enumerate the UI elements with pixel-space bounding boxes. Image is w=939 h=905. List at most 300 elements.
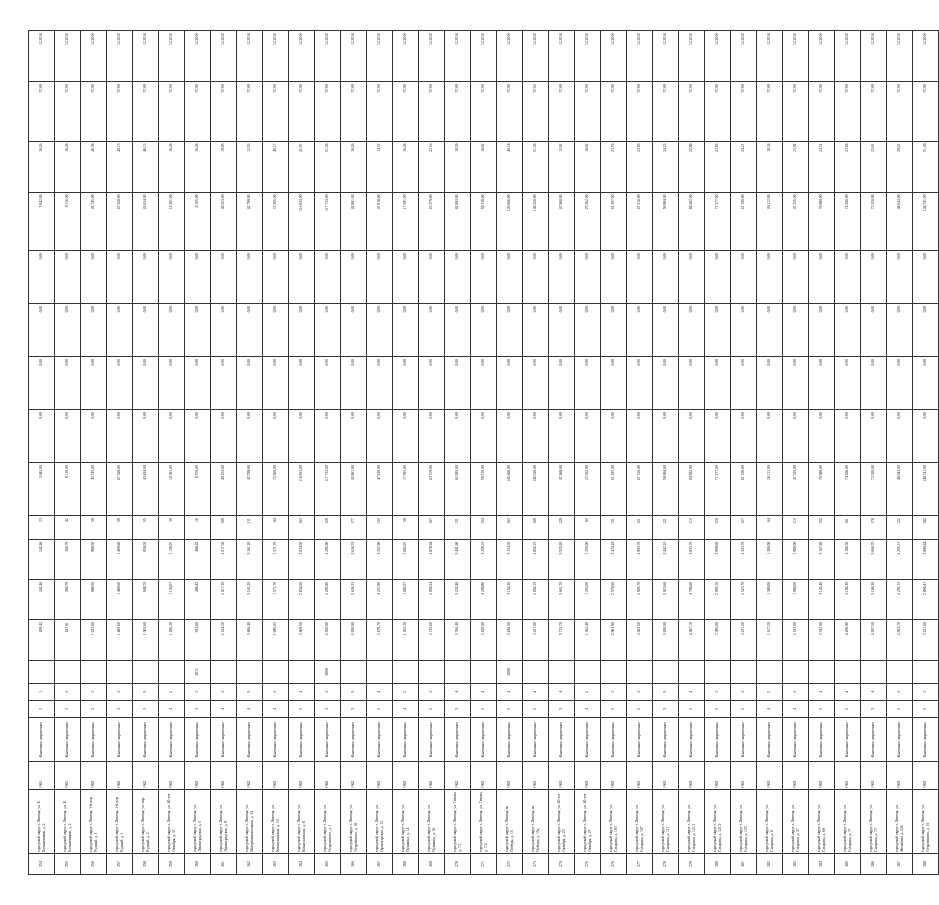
entrances-cell: 3 xyxy=(315,683,341,700)
floors-cell: 4 xyxy=(575,700,601,717)
wall-material-cell: Каменные, кирпичные xyxy=(393,717,419,762)
regional-funds-cell: 0,00 xyxy=(81,357,107,410)
planned-date-cell: 12.2016 xyxy=(575,31,601,82)
total-cost-cell: 59 994,00 xyxy=(653,463,679,516)
residents-count-cell: 182 xyxy=(913,516,939,539)
table-row xyxy=(289,31,315,875)
apartments-area-cell: 2 903,70 xyxy=(627,579,653,619)
unit-cost-cell: 22,88 xyxy=(679,141,705,192)
floors-cell: 5 xyxy=(419,700,445,717)
address-cell: городской округ г. Липецк, 1-й пер. Рудный, д. 1 xyxy=(81,790,107,854)
regional-funds-cell: 0,00 xyxy=(289,357,315,410)
build-year-cell: 1963 xyxy=(497,762,523,790)
municipal-funds-cell: 0,00 xyxy=(419,303,445,356)
regional-funds-cell: 0,00 xyxy=(679,357,705,410)
floors-cell: 4 xyxy=(159,700,185,717)
regional-funds-cell: 0,00 xyxy=(133,357,159,410)
federal-funds-cell: 0,00 xyxy=(575,410,601,463)
residential-area-cell: 2 255,13 xyxy=(887,539,913,579)
regional-funds-cell: 0,00 xyxy=(497,357,523,410)
unit-cost-cell: 12,92 xyxy=(549,141,575,192)
table-row xyxy=(835,31,861,875)
residential-area-cell: 1 571,70 xyxy=(263,539,289,579)
wall-material-cell: Каменные, кирпичные xyxy=(731,717,757,762)
build-year-cell: 1962 xyxy=(81,762,107,790)
address-cell: городской округ г. Липецк, ул. Гагарина, д. 107 xyxy=(627,790,653,854)
residents-count-cell: 115 xyxy=(783,516,809,539)
residents-count-cell: 169 xyxy=(523,516,549,539)
entrances-cell: 3 xyxy=(783,683,809,700)
max-unit-cost-cell: 57,00 xyxy=(653,82,679,141)
planned-date-cell: 12.2016 xyxy=(315,31,341,82)
planned-date-cell: 12.2016 xyxy=(809,31,835,82)
build-year-cell: 1963 xyxy=(809,762,835,790)
entrances-cell: 4 xyxy=(861,683,887,700)
regional-funds-cell: 0,00 xyxy=(341,357,367,410)
row-number-cell: 274 xyxy=(549,853,575,874)
unit-cost-cell: 16,26 xyxy=(29,141,55,192)
max-unit-cost-cell: 57,00 xyxy=(445,82,471,141)
regional-funds-cell: 0,00 xyxy=(887,357,913,410)
regional-funds-cell: 0,00 xyxy=(913,357,939,410)
last-repair-year-cell xyxy=(55,660,81,683)
build-year-cell: 1963 xyxy=(679,762,705,790)
row-number-cell: 282 xyxy=(757,853,783,874)
unit-cost-cell: 18,62 xyxy=(575,141,601,192)
max-unit-cost-cell: 57,00 xyxy=(393,82,419,141)
total-area-cell: 3 385,00 xyxy=(705,620,731,660)
apartments-area-cell: 3 209,80 xyxy=(471,579,497,619)
row-number-cell: 279 xyxy=(679,853,705,874)
unit-cost-cell: 14,37 xyxy=(367,141,393,192)
unit-cost-cell: 46,13 xyxy=(107,141,133,192)
total-cost-cell: 3 942,00 xyxy=(29,463,55,516)
municipal-funds-cell: 0,00 xyxy=(575,303,601,356)
federal-funds-cell: 0,00 xyxy=(679,410,705,463)
floors-cell: 5 xyxy=(341,700,367,717)
planned-date-cell: 12.2016 xyxy=(913,31,939,82)
wall-material-cell: Каменные, кирпичные xyxy=(81,717,107,762)
residents-count-cell: 152 xyxy=(809,516,835,539)
municipal-funds-cell: 0,00 xyxy=(289,303,315,356)
federal-funds-cell: 0,00 xyxy=(393,410,419,463)
residential-area-cell: 2 999,60 xyxy=(705,539,731,579)
regional-funds-cell: 0,00 xyxy=(653,357,679,410)
total-cost-cell: 74 266,00 xyxy=(835,463,861,516)
last-repair-year-cell xyxy=(627,660,653,683)
table-row xyxy=(887,31,913,875)
floors-cell: 5 xyxy=(627,700,653,717)
last-repair-year-cell xyxy=(809,660,835,683)
address-cell: городской округ г. Липецк, ул. 40 лет Октября, д. 37 xyxy=(159,790,185,854)
other-funds-cell: 0,00 xyxy=(159,250,185,303)
total-cost-cell: 42 861,00 xyxy=(341,463,367,516)
floors-cell: 2 xyxy=(81,700,107,717)
wall-material-cell: Каменные, кирпичные xyxy=(237,717,263,762)
last-repair-year-cell xyxy=(81,660,107,683)
unit-cost-cell: 51,30 xyxy=(523,141,549,192)
wall-material-cell: Каменные, кирпичные xyxy=(419,717,445,762)
regional-funds-cell: 0,00 xyxy=(861,357,887,410)
federal-funds-cell: 0,00 xyxy=(601,410,627,463)
total-cost-cell: 26 112,00 xyxy=(757,463,783,516)
other-funds-cell: 0,00 xyxy=(133,250,159,303)
row-number-cell: 273 xyxy=(523,853,549,874)
wall-material-cell: Каменные, кирпичные xyxy=(523,717,549,762)
residents-count-cell: 129 xyxy=(549,516,575,539)
entrances-cell: 4 xyxy=(497,683,523,700)
other-funds-cell: 0,00 xyxy=(289,250,315,303)
residents-count-cell: 154 xyxy=(471,516,497,539)
owners-funds-cell: 9 116,00 xyxy=(55,192,81,250)
apartments-area-cell: 988,50 xyxy=(81,579,107,619)
federal-funds-cell: 0,00 xyxy=(705,410,731,463)
municipal-funds-cell: 0,00 xyxy=(29,303,55,356)
other-funds-cell: 0,00 xyxy=(55,250,81,303)
total-cost-cell: 61 297,00 xyxy=(601,463,627,516)
address-cell: городской округ г. Липецк, ш. Победы, д. 15а xyxy=(523,790,549,854)
apartments-area-cell: 2 636,33 xyxy=(341,579,367,619)
entrances-cell: 3 xyxy=(107,683,133,700)
residential-area-cell: 1 469,60 xyxy=(107,539,133,579)
residents-count-cell: 59 xyxy=(107,516,133,539)
unit-cost-cell: 16,26 xyxy=(393,141,419,192)
federal-funds-cell: 0,00 xyxy=(133,410,159,463)
total-area-cell: 1 417,20 xyxy=(757,620,783,660)
residents-count-cell: 167 xyxy=(419,516,445,539)
max-unit-cost-cell: 57,00 xyxy=(471,82,497,141)
entrances-cell: 4 xyxy=(445,683,471,700)
floors-cell: 4 xyxy=(237,700,263,717)
address-cell: городской округ г. Липецк, ул. 40 лет Октября, д. 23 xyxy=(549,790,575,854)
table-row xyxy=(705,31,731,875)
owners-funds-cell: 76 989,00 xyxy=(809,192,835,250)
other-funds-cell: 0,00 xyxy=(783,250,809,303)
floors-cell: 5 xyxy=(601,700,627,717)
entrances-cell: 3 xyxy=(627,683,653,700)
federal-funds-cell: 0,00 xyxy=(445,410,471,463)
municipal-funds-cell: 0,00 xyxy=(133,303,159,356)
address-cell: городской округ г. Липецк, ул. Гагарина, д. 37 xyxy=(783,790,809,854)
other-funds-cell: 0,00 xyxy=(601,250,627,303)
row-number-cell: 275 xyxy=(575,853,601,874)
owners-funds-cell: 8 105,00 xyxy=(185,192,211,250)
total-area-cell: 1 023,80 xyxy=(81,620,107,660)
total-cost-cell: 76 989,00 xyxy=(809,463,835,516)
residential-area-cell: 2 442,10 xyxy=(653,539,679,579)
last-repair-year-cell xyxy=(913,660,939,683)
apartments-area-cell: 1 082,07 xyxy=(393,579,419,619)
unit-cost-cell: 23,01 xyxy=(861,141,887,192)
unit-cost-cell: 23,92 xyxy=(783,141,809,192)
owners-funds-cell: 67 316,00 xyxy=(627,192,653,250)
municipal-funds-cell: 0,00 xyxy=(341,303,367,356)
unit-cost-cell: 18,62 xyxy=(471,141,497,192)
residential-area-cell: 1 082,07 xyxy=(393,539,419,579)
unit-cost-cell: 16,26 xyxy=(55,141,81,192)
apartments-area-cell: 2 993,10 xyxy=(705,579,731,619)
residents-count-cell: 161 xyxy=(835,516,861,539)
floors-cell: 5 xyxy=(705,700,731,717)
regional-funds-cell: 0,00 xyxy=(445,357,471,410)
other-funds-cell: 0,00 xyxy=(757,250,783,303)
planned-date-cell: 12.2016 xyxy=(419,31,445,82)
federal-funds-cell: 0,00 xyxy=(731,410,757,463)
regional-funds-cell: 0,00 xyxy=(419,357,445,410)
floors-cell: 5 xyxy=(549,700,575,717)
wall-material-cell: Каменные, кирпичные xyxy=(679,717,705,762)
build-year-cell: 1962 xyxy=(471,762,497,790)
other-funds-cell: 0,00 xyxy=(393,250,419,303)
table-row xyxy=(107,31,133,875)
residential-area-cell: 2 017,30 xyxy=(211,539,237,579)
max-unit-cost-cell: 57,00 xyxy=(29,82,55,141)
owners-funds-cell: 3 942,00 xyxy=(29,192,55,250)
residents-count-cell: 177 xyxy=(341,516,367,539)
wall-material-cell: Каменные, кирпичные xyxy=(861,717,887,762)
row-number-cell: 254 xyxy=(29,853,55,874)
table-row xyxy=(315,31,341,875)
table-row xyxy=(211,31,237,875)
planned-date-cell: 12.2016 xyxy=(601,31,627,82)
entrances-cell: 3 xyxy=(237,683,263,700)
municipal-funds-cell: 0,00 xyxy=(679,303,705,356)
total-area-cell: 3 420,00 xyxy=(471,620,497,660)
federal-funds-cell: 0,00 xyxy=(835,410,861,463)
owners-funds-cell: 47 818,00 xyxy=(367,192,393,250)
total-cost-cell: 67 316,00 xyxy=(627,463,653,516)
planned-date-cell: 12.2016 xyxy=(159,31,185,82)
municipal-funds-cell: 0,00 xyxy=(263,303,289,356)
residential-area-cell: 1 980,00 xyxy=(783,539,809,579)
unit-cost-cell: 18,34 xyxy=(757,141,783,192)
entrances-cell: 3 xyxy=(653,683,679,700)
federal-funds-cell: 0,00 xyxy=(809,410,835,463)
owners-funds-cell: 59 318,00 xyxy=(471,192,497,250)
residential-area-cell: 2 878,04 xyxy=(419,539,445,579)
residents-count-cell: 120 xyxy=(705,516,731,539)
regional-funds-cell: 0,00 xyxy=(627,357,653,410)
residents-count-cell: 121 xyxy=(653,516,679,539)
unit-cost-cell: 23,83 xyxy=(705,141,731,192)
owners-funds-cell: 73 320,00 xyxy=(861,192,887,250)
max-unit-cost-cell: 57,00 xyxy=(159,82,185,141)
last-repair-year-cell xyxy=(653,660,679,683)
last-repair-year-cell xyxy=(549,660,575,683)
planned-date-cell: 12.2016 xyxy=(289,31,315,82)
regional-funds-cell: 0,00 xyxy=(783,357,809,410)
planned-date-cell: 12.2016 xyxy=(185,31,211,82)
planned-date-cell: 12.2016 xyxy=(497,31,523,82)
residential-area-cell: 3 259,10 xyxy=(471,539,497,579)
row-number-cell: 269 xyxy=(419,853,445,874)
federal-funds-cell: 0,00 xyxy=(237,410,263,463)
planned-date-cell: 12.2016 xyxy=(133,31,159,82)
build-year-cell: 1962 xyxy=(211,762,237,790)
municipal-funds-cell: 0,00 xyxy=(887,303,913,356)
last-repair-year-cell xyxy=(757,660,783,683)
last-repair-year-cell xyxy=(107,660,133,683)
apartments-area-cell: 1 130,07 xyxy=(159,579,185,619)
total-cost-cell: 84 582,00 xyxy=(679,463,705,516)
floors-cell: 5 xyxy=(809,700,835,717)
last-repair-year-cell xyxy=(29,660,55,683)
build-year-cell: 1963 xyxy=(601,762,627,790)
last-repair-year-cell xyxy=(419,660,445,683)
federal-funds-cell: 0,00 xyxy=(159,410,185,463)
total-cost-cell: 61 100,00 xyxy=(731,463,757,516)
row-number-cell: 266 xyxy=(341,853,367,874)
owners-funds-cell: 42 861,00 xyxy=(341,192,367,250)
floors-cell: 5 xyxy=(523,700,549,717)
total-area-cell: 1 362,40 xyxy=(575,620,601,660)
table-row xyxy=(627,31,653,875)
last-repair-year-cell xyxy=(679,660,705,683)
apartments-area-cell: 2 834,50 xyxy=(289,579,315,619)
address-cell: городской округ г. Липецк, ул. Желябова, д. 22б xyxy=(887,790,913,854)
row-number-cell: 268 xyxy=(393,853,419,874)
total-cost-cell: 72 565,00 xyxy=(263,463,289,516)
max-unit-cost-cell: 57,00 xyxy=(315,82,341,141)
residential-area-cell: 3 257,90 xyxy=(367,539,393,579)
federal-funds-cell: 0,00 xyxy=(29,410,55,463)
total-area-cell: 2 164,20 xyxy=(211,620,237,660)
federal-funds-cell: 0,00 xyxy=(367,410,393,463)
unit-cost-cell: 46,18 xyxy=(497,141,523,192)
address-cell: городской округ г. Липецк, ул. Гагарина, д. 123 xyxy=(731,790,757,854)
table-row xyxy=(393,31,419,875)
apartments-area-cell: 2 295,90 xyxy=(315,579,341,619)
apartments-area-cell: 2 017,30 xyxy=(211,579,237,619)
max-unit-cost-cell: 57,00 xyxy=(757,82,783,141)
table-row xyxy=(341,31,367,875)
table-row xyxy=(55,31,81,875)
municipal-funds-cell: 0,00 xyxy=(627,303,653,356)
address-cell: городской округ г. Липецк, 1-й пер. Рудный, д. 1 xyxy=(107,790,133,854)
planned-date-cell: 12.2016 xyxy=(861,31,887,82)
apartments-area-cell: 2 255,13 xyxy=(887,579,913,619)
residential-area-cell: 2 523,70 xyxy=(731,539,757,579)
other-funds-cell: 0,00 xyxy=(367,250,393,303)
floors-cell: 5 xyxy=(497,700,523,717)
residential-area-cell: 360,79 xyxy=(55,539,81,579)
owners-funds-cell: 47 968,00 xyxy=(549,192,575,250)
federal-funds-cell: 0,00 xyxy=(55,410,81,463)
federal-funds-cell: 0,00 xyxy=(471,410,497,463)
regional-funds-cell: 0,00 xyxy=(237,357,263,410)
last-repair-year-cell: 2011 xyxy=(185,660,211,683)
other-funds-cell: 0,00 xyxy=(237,250,263,303)
table-row xyxy=(861,31,887,875)
address-cell: городской округ г. Липецк, ул. 40 лет Октября, д. 27 xyxy=(575,790,601,854)
total-area-cell: 2 920,90 xyxy=(341,620,367,660)
wall-material-cell: Каменные, кирпичные xyxy=(757,717,783,762)
row-number-cell: 259 xyxy=(159,853,185,874)
entrances-cell: 4 xyxy=(679,683,705,700)
max-unit-cost-cell: 57,00 xyxy=(263,82,289,141)
municipal-funds-cell: 0,00 xyxy=(497,303,523,356)
address-cell: городской округ г. Липецк, ул. Е. Большевиков, д. 2 xyxy=(55,790,81,854)
table-row xyxy=(29,31,55,875)
total-cost-cell: 146 520,00 xyxy=(523,463,549,516)
last-repair-year-cell xyxy=(237,660,263,683)
total-area-cell: 2 163,00 xyxy=(783,620,809,660)
federal-funds-cell: 0,00 xyxy=(107,410,133,463)
apartments-area-cell: 3 661,70 xyxy=(549,579,575,619)
row-number-cell: 265 xyxy=(315,853,341,874)
max-unit-cost-cell: 57,00 xyxy=(809,82,835,141)
row-number-cell: 284 xyxy=(809,853,835,874)
build-year-cell: 1963 xyxy=(653,762,679,790)
residents-count-cell: 131 xyxy=(445,516,471,539)
build-year-cell: 1962 xyxy=(159,762,185,790)
residential-area-cell: 959,02 xyxy=(133,539,159,579)
total-area-cell: 3 221,00 xyxy=(913,620,939,660)
address-cell: городской округ г. Липецк, ул. Титова, д. 7/1 xyxy=(445,790,471,854)
wall-material-cell: Каменные, кирпичные xyxy=(627,717,653,762)
municipal-funds-cell: 0,00 xyxy=(523,303,549,356)
address-cell: городской округ г. Липецк, ул. Титова, д. 7/2 xyxy=(471,790,497,854)
municipal-funds-cell: 0,00 xyxy=(471,303,497,356)
build-year-cell: 1962 xyxy=(315,762,341,790)
regional-funds-cell: 0,00 xyxy=(367,357,393,410)
other-funds-cell: 0,00 xyxy=(887,250,913,303)
municipal-funds-cell: 0,00 xyxy=(705,303,731,356)
wall-material-cell: Каменные, кирпичные xyxy=(471,717,497,762)
municipal-funds-cell: 0,00 xyxy=(159,303,185,356)
planned-date-cell: 12.2016 xyxy=(341,31,367,82)
floors-cell: 4 xyxy=(393,700,419,717)
max-unit-cost-cell: 57,00 xyxy=(367,82,393,141)
entrances-cell: 4 xyxy=(809,683,835,700)
municipal-funds-cell: 0,00 xyxy=(731,303,757,356)
federal-funds-cell: 0,00 xyxy=(263,410,289,463)
municipal-funds-cell: 0,00 xyxy=(861,303,887,356)
other-funds-cell: 0,00 xyxy=(263,250,289,303)
total-area-cell: 3 411,00 xyxy=(523,620,549,660)
other-funds-cell: 0,00 xyxy=(315,250,341,303)
total-area-cell: 3 135,60 xyxy=(419,620,445,660)
planned-date-cell: 12.2016 xyxy=(471,31,497,82)
total-area-cell: 3 766,40 xyxy=(445,620,471,660)
other-funds-cell: 0,00 xyxy=(497,250,523,303)
row-number-cell: 272 xyxy=(497,853,523,874)
entrances-cell: 2 xyxy=(757,683,783,700)
regional-funds-cell: 0,00 xyxy=(107,357,133,410)
apartments-area-cell: 2 856,15 xyxy=(523,579,549,619)
residents-count-cell: 65 xyxy=(575,516,601,539)
regional-funds-cell: 0,00 xyxy=(575,357,601,410)
planned-date-cell: 12.2016 xyxy=(887,31,913,82)
wall-material-cell: Каменные, кирпичные xyxy=(263,717,289,762)
residential-area-cell: 242,46 xyxy=(29,539,55,579)
max-unit-cost-cell: 57,00 xyxy=(783,82,809,141)
total-area-cell: 423,91 xyxy=(55,620,81,660)
residents-count-cell: 129 xyxy=(315,516,341,539)
build-year-cell: 1963 xyxy=(523,762,549,790)
wall-material-cell: Каменные, кирпичные xyxy=(133,717,159,762)
row-number-cell: 271 xyxy=(471,853,497,874)
table-row xyxy=(367,31,393,875)
total-area-cell: 2 963,90 xyxy=(601,620,627,660)
federal-funds-cell: 0,00 xyxy=(653,410,679,463)
max-unit-cost-cell: 57,00 xyxy=(497,82,523,141)
residential-area-cell: 2 295,90 xyxy=(315,539,341,579)
table-row xyxy=(81,31,107,875)
row-number-cell: 280 xyxy=(705,853,731,874)
owners-funds-cell: 23 362,00 xyxy=(575,192,601,250)
entrances-cell: 3 xyxy=(341,683,367,700)
